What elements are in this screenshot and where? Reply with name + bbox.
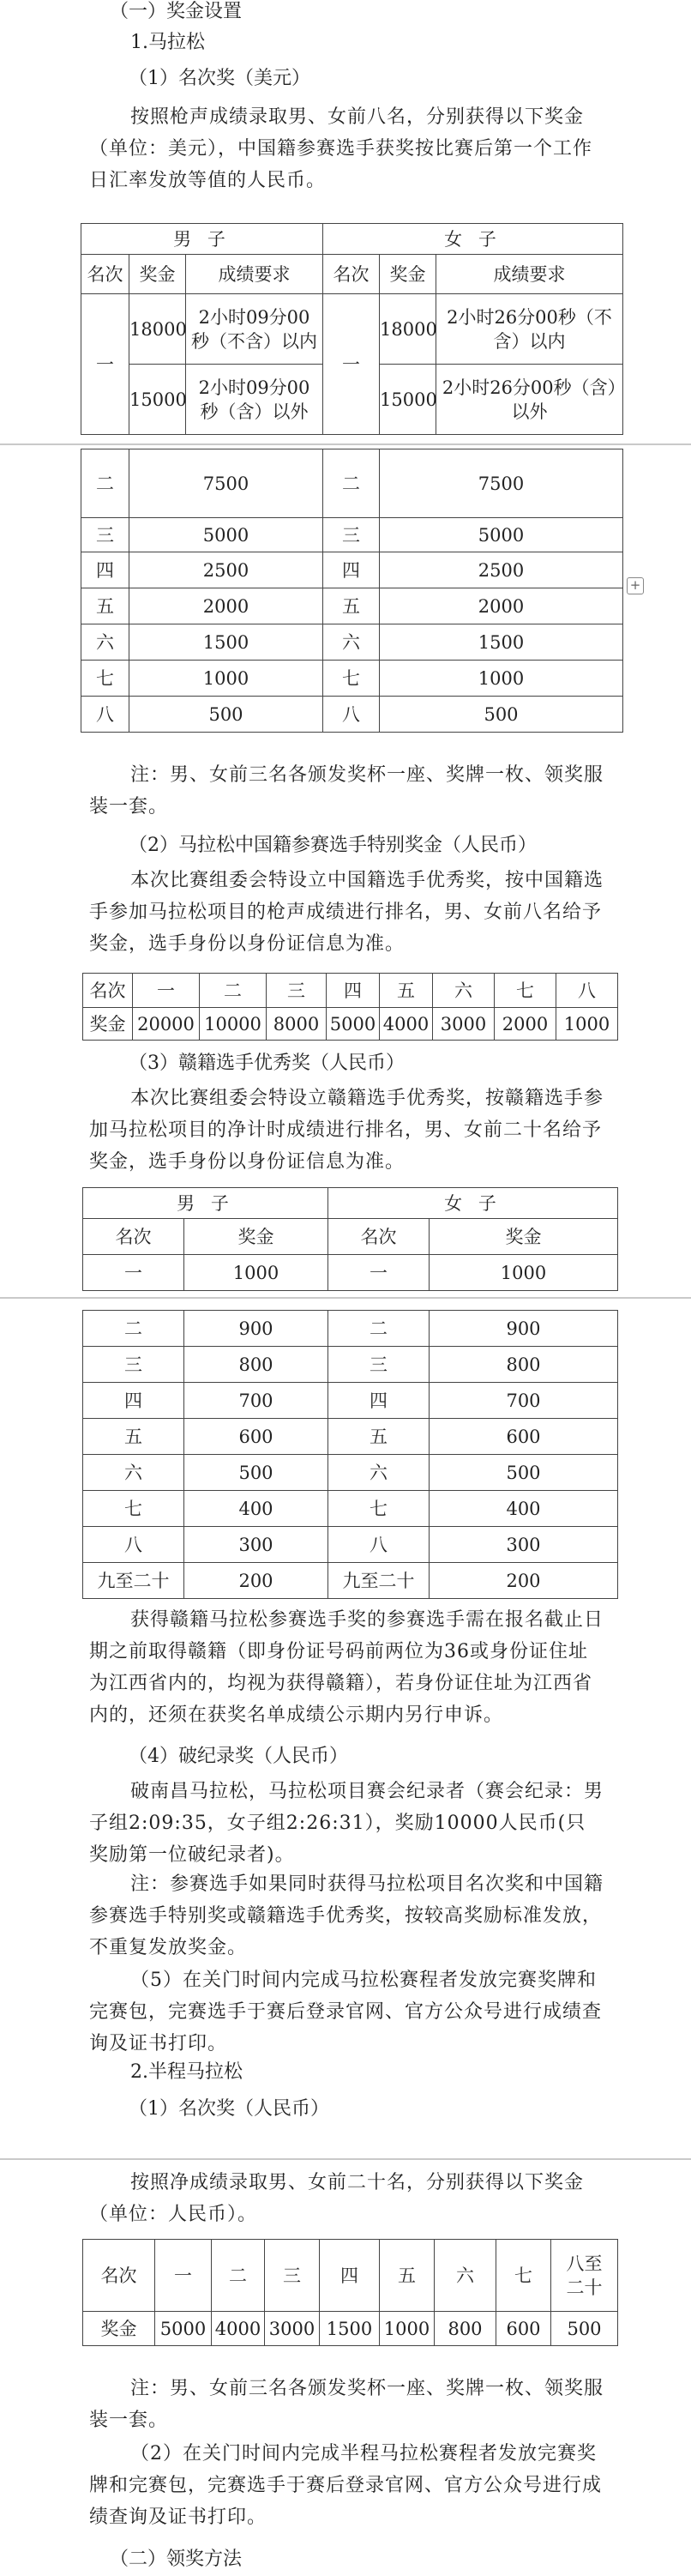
table-cell: 五 <box>328 1419 430 1455</box>
table-cell: 三 <box>265 2240 320 2312</box>
table-cell: 七 <box>328 1491 430 1527</box>
table-cell: 900 <box>430 1311 618 1347</box>
table-cell: 二 <box>212 2240 265 2312</box>
table-cell: 五 <box>380 2240 435 2312</box>
award3-paragraph: 本次比赛组委会特设立赣籍选手优秀奖，按赣籍选手参加马拉松项目的净计时成绩进行排名，男、女前二十名给予奖金，选手身份以身份证信息为准。 <box>89 1088 604 1173</box>
table-cell: 800 <box>430 1347 618 1383</box>
col-rank-male: 名次 <box>81 255 129 294</box>
table-cell: 500 <box>430 1455 618 1491</box>
male-prize-b: 15000 <box>129 365 186 435</box>
half-award2-paragraph: （2）在关门时间内完成半程马拉松赛程者发放完赛奖牌和完赛包，完赛选手于赛后登录官网、官方公众号进行成绩查询及证书打印。 <box>89 2443 603 2528</box>
table-cell: 七 <box>83 1491 184 1527</box>
table-cell: 300 <box>430 1527 618 1563</box>
page-break <box>0 443 691 445</box>
table-cell: 七 <box>496 2240 551 2312</box>
row-header-cell: 名次 <box>83 974 133 1008</box>
half-award1-title: （1）名次奖（人民币） <box>129 2098 329 2120</box>
table-cell: 7500 <box>129 449 323 518</box>
male-header: 男 子 <box>83 1188 328 1219</box>
table-cell: 二 <box>81 449 129 518</box>
table-cell: 四 <box>328 1383 430 1419</box>
table-cell: 1000 <box>380 2312 435 2346</box>
table-cell: 五 <box>81 588 129 624</box>
table-cell: 九至二十 <box>83 1563 184 1599</box>
marathon-heading: 1.马拉松 <box>130 32 205 53</box>
table-cell: 600 <box>184 1419 328 1455</box>
half-marathon-prize-table <box>82 2239 618 2346</box>
table-cell: 600 <box>430 1419 618 1455</box>
male-prize-a: 18000 <box>129 294 186 365</box>
table-cell: 二 <box>323 449 380 518</box>
half-marathon-heading: 2.半程马拉松 <box>130 2061 243 2083</box>
table-cell: 700 <box>184 1383 328 1419</box>
award1-title: （1）名次奖（美元） <box>129 68 310 89</box>
table-cell: 10000 <box>200 1008 267 1041</box>
table-cell: 800 <box>184 1347 328 1383</box>
section-heading-prizes: （一）奖金设置 <box>110 1 243 22</box>
table-cell: 1000 <box>556 1008 618 1041</box>
page-break <box>0 2158 691 2160</box>
table-cell: 4000 <box>212 2312 265 2346</box>
table-cell: 2500 <box>380 552 623 588</box>
table-cell: 七 <box>495 974 556 1008</box>
table-cell: 八 <box>556 974 618 1008</box>
table-cell: 400 <box>430 1491 618 1527</box>
table-cell: 六 <box>81 624 129 661</box>
col-prize-male: 奖金 <box>184 1219 328 1255</box>
table-cell: 六 <box>435 2240 496 2312</box>
table-cell: 20000 <box>133 1008 200 1041</box>
table-cell: 八 <box>328 1527 430 1563</box>
table-cell: 三 <box>83 1347 184 1383</box>
table-cell: 300 <box>184 1527 328 1563</box>
table-cell: 三 <box>328 1347 430 1383</box>
table-cell: 7500 <box>380 449 623 518</box>
table-cell: 2000 <box>495 1008 556 1041</box>
table-cell: 5000 <box>380 518 623 552</box>
col-rank-male: 名次 <box>83 1219 184 1255</box>
table-cell: 五 <box>83 1419 184 1455</box>
table-cell: 六 <box>433 974 495 1008</box>
table-cell: 500 <box>129 697 323 733</box>
table-cell: 3000 <box>433 1008 495 1041</box>
expand-icon[interactable]: + <box>627 577 644 594</box>
table-cell: 四 <box>320 2240 380 2312</box>
ganji-prize-table-top <box>82 1187 618 1291</box>
chinese-special-prize-table <box>82 973 618 1041</box>
table-cell: 八 <box>83 1527 184 1563</box>
table-cell: 3000 <box>265 2312 320 2346</box>
table-cell: 六 <box>328 1455 430 1491</box>
row-header-cell: 奖金 <box>83 2312 155 2346</box>
table-cell: 四 <box>83 1383 184 1419</box>
female-prize-b: 15000 <box>380 365 436 435</box>
col-req-male: 成绩要求 <box>186 255 323 294</box>
page-break <box>0 1297 691 1299</box>
table-cell: 八 <box>81 697 129 733</box>
table-cell: 1000 <box>129 661 323 697</box>
female-req-a: 2小时26分00秒（不含）以内 <box>436 294 623 365</box>
award2-title: （2）马拉松中国籍参赛选手特别奖金（人民币） <box>129 835 537 856</box>
female-header: 女 子 <box>328 1188 618 1219</box>
col-rank-female: 名次 <box>323 255 380 294</box>
table-cell: 800 <box>435 2312 496 2346</box>
female-req-b: 2小时26分00秒（含）以外 <box>436 365 623 435</box>
table-cell: 2000 <box>380 588 623 624</box>
female-prize-a: 18000 <box>380 294 436 365</box>
table-cell: 三 <box>81 518 129 552</box>
award2-paragraph: 本次比赛组委会特设立中国籍选手优秀奖，按中国籍选手参加马拉松项目的枪声成绩进行排名，男、女前八名给予奖金，选手身份以身份证信息为准。 <box>89 870 604 955</box>
note-trophy: 注：男、女前三名各颁发奖杯一座、奖牌一枚、领奖服装一套。 <box>89 764 604 817</box>
table-cell: 六 <box>323 624 380 661</box>
table-cell: 五 <box>380 974 433 1008</box>
table-cell: 600 <box>496 2312 551 2346</box>
table-cell: 七 <box>81 661 129 697</box>
award5-paragraph: （5）在关门时间内完成马拉松赛程者发放完赛奖牌和完赛包，完赛选手于赛后登录官网、官方公众号进行成绩查询及证书打印。 <box>89 1970 603 2054</box>
table-cell: 400 <box>184 1491 328 1527</box>
table-cell: 700 <box>430 1383 618 1419</box>
table-cell: 九至二十 <box>328 1563 430 1599</box>
table-cell: 500 <box>551 2312 618 2346</box>
table-cell: 2500 <box>129 552 323 588</box>
table-cell: 5000 <box>327 1008 380 1041</box>
table-cell: 四 <box>81 552 129 588</box>
note-half-trophy: 注：男、女前三名各颁发奖杯一座、奖牌一枚、领奖服装一套。 <box>89 2378 604 2431</box>
table-cell: 1500 <box>129 624 323 661</box>
col-req-female: 成绩要求 <box>436 255 623 294</box>
male-rank-first: 一 <box>81 294 129 435</box>
award3-title: （3）赣籍选手优秀奖（人民币） <box>129 1053 405 1074</box>
table-cell: 一 <box>133 974 200 1008</box>
table-cell: 900 <box>184 1311 328 1347</box>
male-req-a: 2小时09分00秒（不含）以内 <box>186 294 323 365</box>
award4-paragraph: 破南昌马拉松，马拉松项目赛会纪录者（赛会纪录：男子组2:09:35，女子组2:26:31），奖励10000人民币(只奖励第一位破纪录者)。 <box>89 1781 604 1866</box>
female-header: 女 子 <box>323 224 623 255</box>
marathon-prize-table-top <box>81 223 623 435</box>
section2-heading: （二）领奖方法 <box>110 2549 243 2570</box>
note-no-duplicate: 注：参赛选手如果同时获得马拉松项目名次奖和中国籍参赛选手特别奖或赣籍选手优秀奖，按较高奖励标准发放，不重复发放奖金。 <box>89 1873 604 1958</box>
award1-paragraph: 按照枪声成绩录取男、女前八名，分别获得以下奖金（单位：美元），中国籍参赛选手获奖按比赛后第一个工作日汇率发放等值的人民币。 <box>89 106 593 191</box>
col-prize-female: 奖金 <box>430 1219 618 1255</box>
table-cell: 四 <box>327 974 380 1008</box>
table-cell: 二 <box>328 1311 430 1347</box>
half-award1-paragraph: 按照净成绩录取男、女前二十名，分别获得以下奖金（单位：人民币）。 <box>89 2172 585 2225</box>
table-cell: 1000 <box>380 661 623 697</box>
table-cell: 一 <box>155 2240 212 2312</box>
row-header-cell: 奖金 <box>83 1008 133 1041</box>
female-rank-first: 一 <box>323 294 380 435</box>
table-cell: 二 <box>83 1311 184 1347</box>
table-cell: 一 <box>83 1255 184 1291</box>
table-cell: 500 <box>184 1455 328 1491</box>
table-cell: 200 <box>184 1563 328 1599</box>
table-cell: 5000 <box>129 518 323 552</box>
table-cell: 8000 <box>267 1008 327 1041</box>
col-rank-female: 名次 <box>328 1219 430 1255</box>
table-cell: 4000 <box>380 1008 433 1041</box>
ganji-eligibility-paragraph: 获得赣籍马拉松参赛选手奖的参赛选手需在报名截止日期之前取得赣籍（即身份证号码前两位为36或身份证住址为江西省内的，均视为获得赣籍），若身份证住址为江西省内的，还须在获奖名单成绩公示期内另行申诉。 <box>89 1609 604 1726</box>
award4-title: （4）破纪录奖（人民币） <box>129 1746 348 1767</box>
male-req-b: 2小时09分00秒（含）以外 <box>186 365 323 435</box>
table-cell: 5000 <box>155 2312 212 2346</box>
table-cell: 五 <box>323 588 380 624</box>
table-cell: 三 <box>323 518 380 552</box>
table-cell: 1000 <box>430 1255 618 1291</box>
table-cell: 六 <box>83 1455 184 1491</box>
table-cell: 200 <box>430 1563 618 1599</box>
table-cell: 八至二十 <box>551 2240 618 2312</box>
table-cell: 2000 <box>129 588 323 624</box>
col-prize-female: 奖金 <box>380 255 436 294</box>
marathon-prize-table-bottom <box>81 449 623 733</box>
table-cell: 一 <box>328 1255 430 1291</box>
col-prize-male: 奖金 <box>129 255 186 294</box>
table-cell: 500 <box>380 697 623 733</box>
row-header-cell: 名次 <box>83 2240 155 2312</box>
table-cell: 1000 <box>184 1255 328 1291</box>
table-cell: 三 <box>267 974 327 1008</box>
male-header: 男 子 <box>81 224 323 255</box>
table-cell: 八 <box>323 697 380 733</box>
table-cell: 七 <box>323 661 380 697</box>
ganji-prize-table-bottom <box>82 1310 618 1599</box>
table-cell: 四 <box>323 552 380 588</box>
table-cell: 1500 <box>380 624 623 661</box>
table-cell: 1500 <box>320 2312 380 2346</box>
table-cell: 二 <box>200 974 267 1008</box>
